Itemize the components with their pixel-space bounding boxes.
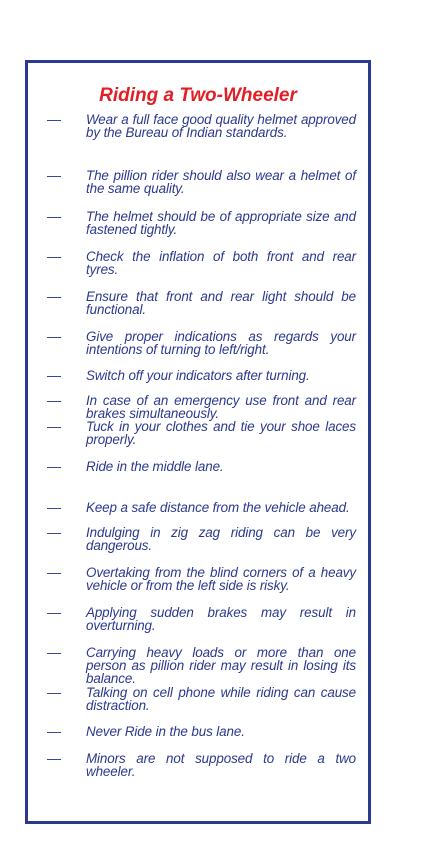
bullet-dash: — — [47, 723, 61, 739]
rule-text: Carrying heavy loads or more than one person as pillion rider may result in losing its balance. — [86, 645, 356, 686]
rule-text: Minors are not supposed to ride a two wheeler. — [86, 751, 356, 779]
bullet-dash: — — [47, 367, 61, 383]
rule-text: Overtaking from the blind corners of a heavy vehicle or from the left side is risky. — [86, 565, 356, 593]
bullet-dash: — — [47, 499, 61, 515]
rule-text: Keep a safe distance from the vehicle ahead. — [86, 500, 350, 515]
rule-text: Wear a full face good quality helmet approved by the Bureau of Indian standards. — [86, 112, 356, 140]
bullet-dash: — — [47, 167, 61, 183]
rule-text: Never Ride in the bus lane. — [86, 724, 245, 739]
bullet-dash: — — [47, 644, 61, 660]
rule-text: Switch off your indicators after turning. — [86, 368, 310, 383]
bullet-dash: — — [47, 328, 61, 344]
bullet-dash: — — [47, 418, 61, 434]
bullet-dash: — — [47, 564, 61, 580]
rule-text: The helmet should be of appropriate size and fastened tightly. — [86, 209, 356, 237]
safety-rules-card — [25, 60, 371, 824]
bullet-dash: — — [47, 524, 61, 540]
rule-text: Ride in the middle lane. — [86, 459, 224, 474]
bullet-dash: — — [47, 458, 61, 474]
card-title: Riding a Two-Wheeler — [99, 85, 297, 106]
rule-text: Ensure that front and rear light should be functional. — [86, 289, 356, 317]
bullet-dash: — — [47, 248, 61, 264]
rule-text: Give proper indications as regards your intentions of turning to left/right. — [86, 329, 356, 357]
bullet-dash: — — [47, 288, 61, 304]
bullet-dash: — — [47, 684, 61, 700]
rule-text: In case of an emergency use front and rear brakes simultaneously. — [86, 393, 356, 421]
bullet-dash: — — [47, 604, 61, 620]
bullet-dash: — — [47, 111, 61, 127]
bullet-dash: — — [47, 208, 61, 224]
bullet-dash: — — [47, 750, 61, 766]
rule-text: Indulging in zig zag riding can be very dangerous. — [86, 525, 356, 553]
rule-text: Applying sudden brakes may result in overturning. — [86, 605, 356, 633]
rule-text: Talking on cell phone while riding can cause distraction. — [86, 685, 356, 713]
rule-text: The pillion rider should also wear a helmet of the same quality. — [86, 168, 356, 196]
rule-text: Check the inflation of both front and rear tyres. — [86, 249, 356, 277]
bullet-dash: — — [47, 392, 61, 408]
rule-text: Tuck in your clothes and tie your shoe laces properly. — [86, 419, 356, 447]
